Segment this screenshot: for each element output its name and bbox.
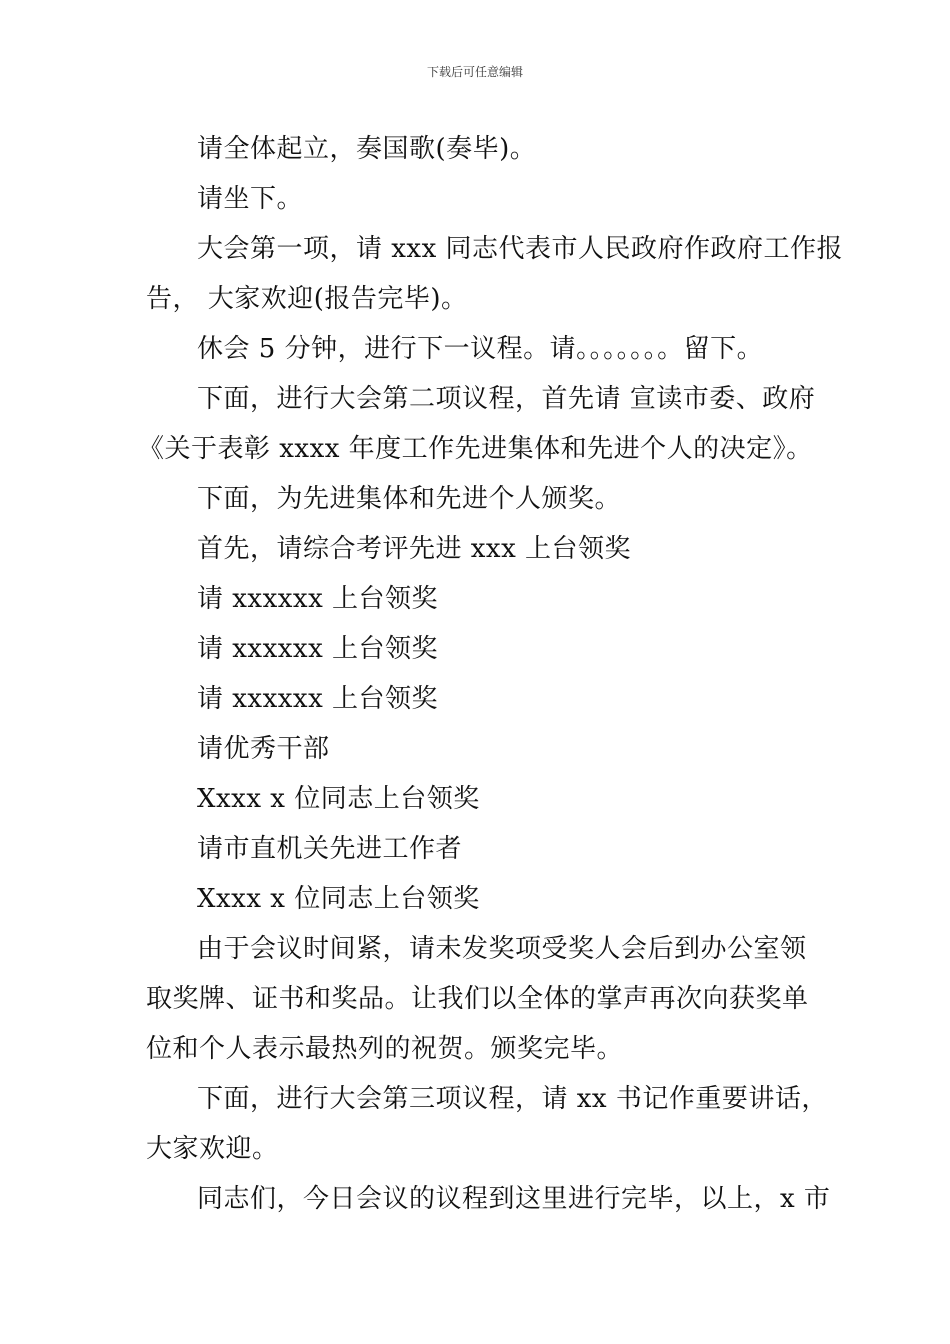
paragraph-line: 请全体起立，奏国歌(奏毕)。 (197, 134, 537, 164)
paragraph-line: 下面，进行大会第三项议程，请 xx 书记作重要讲话， (197, 1084, 828, 1114)
paragraph-line: 请市直机关先进工作者 (197, 834, 463, 864)
paragraph-line: 请 xxxxxx 上台领奖 (197, 684, 439, 714)
paragraph-line: 休会 5 分钟，进行下一议程。请。。。。。。。留下。 (197, 334, 764, 364)
paragraph-line: 首先，请综合考评先进 xxx 上台领奖 (197, 534, 632, 564)
paragraph-line: Xxxx x 位同志上台领奖 (197, 884, 480, 914)
paragraph-line: 同志们，今日会议的议程到这里进行完毕，以上，x 市 (197, 1184, 831, 1214)
paragraph-line: 请 xxxxxx 上台领奖 (197, 584, 439, 614)
paragraph-line: 取奖牌、证书和奖品。让我们以全体的掌声再次向获奖单 (146, 984, 809, 1014)
paragraph-line: Xxxx x 位同志上台领奖 (197, 784, 480, 814)
paragraph-line: 大会第一项，请 xxx 同志代表市人民政府作政府工作报 (197, 234, 844, 264)
paragraph-line: 下面，进行大会第二项议程，首先请 宣读市委、政府 (197, 384, 816, 414)
paragraph-line: 下面，为先进集体和先进个人颁奖。 (197, 484, 622, 514)
paragraph-line: 告， 大家欢迎(报告完毕)。 (146, 284, 468, 314)
paragraph-line: 请坐下。 (197, 184, 304, 214)
paragraph-line: 位和个人表示最热列的祝贺。颁奖完毕。 (146, 1034, 624, 1064)
document-body (138, 124, 844, 1224)
paragraph-line: 请优秀干部 (197, 734, 330, 764)
paragraph-line: 大家欢迎。 (146, 1134, 279, 1164)
paragraph-line: 《关于表彰 xxxx 年度工作先进集体和先进个人的决定》。 (138, 434, 813, 464)
paragraph-line: 由于会议时间紧，请未发奖项受奖人会后到办公室领 (197, 934, 807, 964)
page-header: 下载后可任意编辑 (426, 65, 523, 79)
paragraph-line: 请 xxxxxx 上台领奖 (197, 634, 439, 664)
